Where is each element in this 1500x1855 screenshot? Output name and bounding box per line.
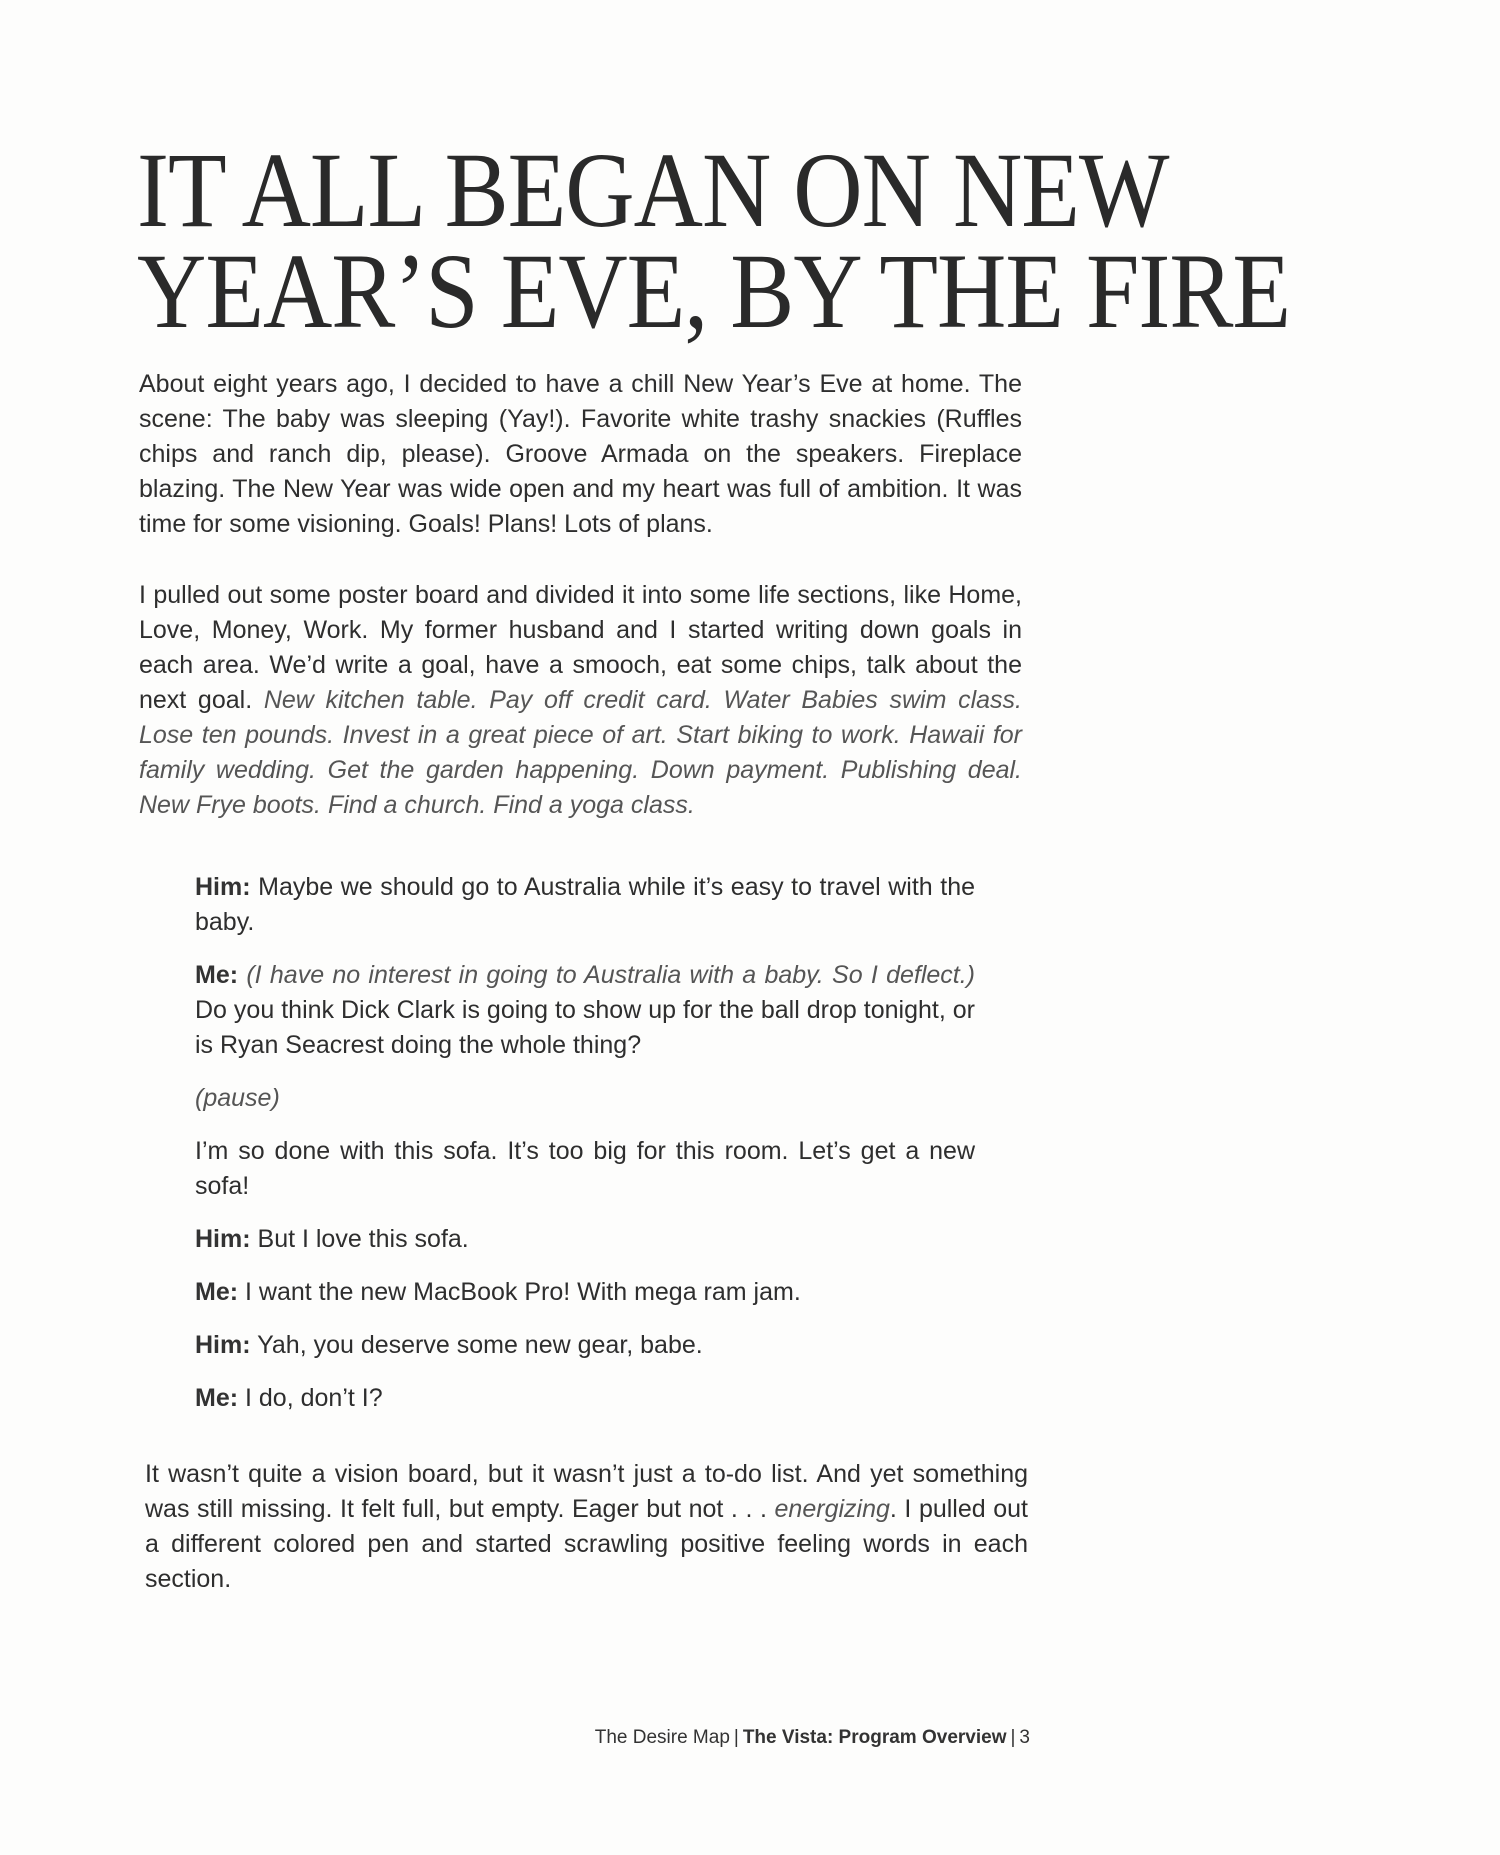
- footer-separator: |: [733, 1727, 739, 1748]
- dialogue-speaker: Him:: [195, 1225, 251, 1253]
- paragraph-intro: About eight years ago, I decided to have a chill New Year’s Eve at home. The scene: The baby was sleeping (Yay!). Favorite white trashy snackies (Ruffles chips and ranch dip, please). Groove Armada on the speakers. Fireplace blazing. The New Year was wide open and my heart was full of ambition. It was time for some visioning. Goals! Plans! Lots of plans.: [139, 370, 1022, 538]
- dialogue-text: I’m so done with this sofa. It’s too big for this room. Let’s get a new sofa!: [195, 1137, 975, 1200]
- footer-section-title: The Vista: Program Overview: [742, 1727, 1007, 1748]
- dialogue-text: I do, don’t I?: [245, 1384, 383, 1412]
- title-line-2: YEAR’S EVE, BY THE FIRE: [137, 230, 1290, 351]
- dialogue-speaker: Me:: [195, 1278, 239, 1306]
- dialogue-text: But I love this sofa.: [257, 1225, 469, 1253]
- paragraph-missing-text: It wasn’t quite a vision board, but it wasn’t just a to-do list. And yet something was still missing. It felt full, but empty. Eager but not . . .: [145, 1460, 1028, 1523]
- dialogue-block: [195, 870, 975, 1434]
- dialogue-line: [195, 1081, 975, 1116]
- dialogue-line: [195, 1134, 975, 1204]
- page-footer: [560, 1727, 1030, 1749]
- dialogue-text: Yah, you deserve some new gear, babe.: [257, 1331, 703, 1359]
- dialogue-line: [195, 958, 975, 1063]
- dialogue-text: I want the new MacBook Pro! With mega ram jam.: [245, 1278, 801, 1306]
- page-title: [137, 129, 1317, 351]
- paragraph-missing-emphasis: energizing: [774, 1495, 890, 1523]
- dialogue-speaker: Him:: [195, 873, 251, 901]
- paragraph-missing-tail: . I pulled out a different colored pen and started scrawling positive feeling words in each section.: [145, 1495, 1029, 1593]
- title-line-1: IT ALL BEGAN ON NEW: [137, 129, 1169, 250]
- paragraph-goals-text: I pulled out some poster board and divided it into some life sections, like Home, Love, Money, Work. My former husband and I started writing down goals in each area. We’d write a goal, have a smooch, eat some chips, talk about the next goal.: [139, 581, 1022, 714]
- dialogue-text: Do you think Dick Clark is going to show up for the ball drop tonight, or is Ryan Seacrest doing the whole thing?: [195, 996, 975, 1059]
- dialogue-line: [195, 1275, 975, 1310]
- dialogue-line: [195, 870, 975, 940]
- dialogue-line: [195, 1328, 975, 1363]
- footer-separator: |: [1010, 1727, 1016, 1748]
- page-number: 3: [1019, 1727, 1030, 1748]
- footer-book-title: The Desire Map: [594, 1727, 730, 1748]
- dialogue-aside: (I have no interest in going to Australia with a baby. So I deflect.): [246, 961, 976, 989]
- dialogue-aside: (pause): [195, 1084, 280, 1112]
- dialogue-speaker: Me:: [195, 961, 239, 989]
- dialogue-line: [195, 1222, 975, 1257]
- dialogue-speaker: Me:: [195, 1384, 239, 1412]
- paragraph-goals-list: New kitchen table. Pay off credit card. Water Babies swim class. Lose ten pounds. Invest in a great piece of art. Start biking to work. Hawaii for family wedding. Get the garden happening. Down payment. Publishing deal. New Frye boots. Find a church. Find a yoga class.: [139, 686, 1022, 819]
- paragraph-missing: [145, 1457, 1028, 1597]
- dialogue-speaker: Him:: [195, 1331, 251, 1359]
- paragraph-goals: [139, 578, 1022, 823]
- dialogue-text: Maybe we should go to Australia while it’s easy to travel with the baby.: [195, 873, 975, 936]
- dialogue-line: [195, 1381, 975, 1416]
